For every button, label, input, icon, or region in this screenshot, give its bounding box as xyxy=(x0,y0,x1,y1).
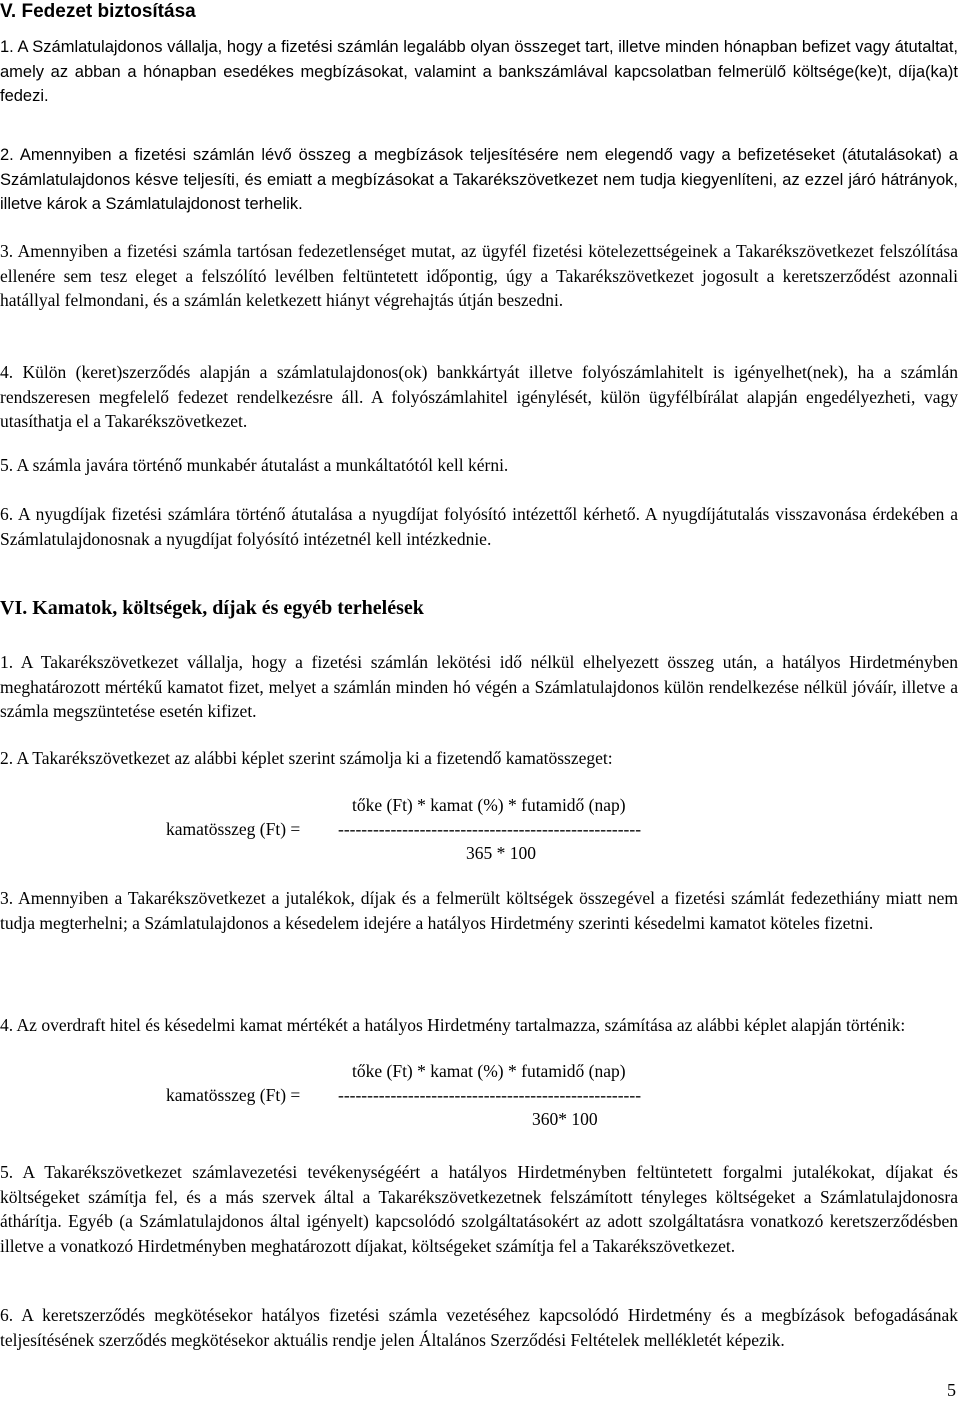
page-number: 5 xyxy=(947,1380,956,1400)
section-vi-paragraph-6: 6. A keretszerződés megkötésekor hatályos fizetési számla vezetéséhez kapcsolódó Hirdetmény és a megbízások befogadásának teljesítésének szerződés megkötésekor aktuális rendje jelen Általános Szerződési Feltételek mellékletét képezik. xyxy=(0,1305,958,1350)
formula-lhs: kamatösszeg (Ft) = xyxy=(166,1085,301,1105)
formula-fraction-bar: ---------------------------------------------------- xyxy=(338,819,642,839)
formula-numerator: tőke (Ft) * kamat (%) * futamidő (nap) xyxy=(352,1061,626,1081)
interest-formula-365 xyxy=(0,795,960,875)
section-vi-paragraph-2: 2. A Takarékszövetkezet az alábbi képlet szerint számolja ki a fizetendő kamatösszeget: xyxy=(0,748,613,768)
section-vi-paragraph-1: 1. A Takarékszövetkezet vállalja, hogy a fizetési számlán lekötési idő nélkül elhelyezett összeg után, a hatályos Hirdetményben meghatározott mértékű kamatot fizet, melyet a számlán minden hó végén a Számlatulajdonos külön rendelkezése nélkül jóváír, illetve a számla megszüntetése esetén kifizet. xyxy=(0,652,958,721)
section-v-paragraph-4: 4. Külön (keret)szerződés alapján a számlatulajdonos(ok) bankkártyát illetve folyószámlahitelt is igényelhet(nek), ha a számlán rendszeresen megfelelő fedezet rendelkezésre áll. A folyószámlahitel igénylését, külön ügyfélbírálat alapján engedélyezheti, vagy utasíthatja el a Takarékszövetkezet. xyxy=(0,362,958,431)
section-v-paragraph-6: 6. A nyugdíjak fizetési számlára történő átutalása a nyugdíjat folyósító intézettől kérhető. A nyugdíjátutalás visszavonása érdekében a Számlatulajdonosnak a nyugdíjat folyósító intézetnél kell intézkednie. xyxy=(0,504,958,549)
section-v-paragraph-2: 2. Amennyiben a fizetési számlán lévő összeg a megbízások teljesítésére nem elegendő vagy a befizetéseket (átutalásokat) a Számlatulajdonos késve teljesíti, és emiatt a megbízásokat a Takarékszövetkezet nem tudja kiegyenlíteni, az ezzel járó hátrányok, illetve károk a Számlatulajdonost terhelik. xyxy=(0,146,958,213)
interest-formula-360 xyxy=(0,1061,960,1141)
section-v-paragraph-5: 5. A számla javára történő munkabér átutalást a munkáltatótól kell kérni. xyxy=(0,455,509,475)
section-vi-paragraph-5: 5. A Takarékszövetkezet számlavezetési tevékenységéért a hatályos Hirdetményben feltüntetett forgalmi jutalékokat, díjakat és költségeket számítja fel, és a más szervek által a Takarékszövetkezetnek felszámított tényleges költségeket a Számlatulajdonosra áthárítja. Egyéb (a Számlatulajdonos által igényelt) kapcsolódó szolgáltatásokért az adott szolgáltatásra vonatkozó keretszerződésben illetve a vonatkozó Hirdetményben meghatározott díjakat, költségeket számítja fel a Takarékszövetkezet. xyxy=(0,1162,958,1256)
formula-numerator: tőke (Ft) * kamat (%) * futamidő (nap) xyxy=(352,795,626,815)
section-vi-paragraph-3: 3. Amennyiben a Takarékszövetkezet a jutalékok, díjak és a felmerült költségek összegével a fizetési számlát fedezethiány miatt nem tudja megterhelni; a Számlatulajdonos a késedelem idejére a hatályos Hirdetmény szerinti késedelmi kamatot köteles fizetni. xyxy=(0,888,958,933)
section-vi-paragraph-4: 4. Az overdraft hitel és késedelmi kamat mértékét a hatályos Hirdetmény tartalmazza, számítása az alábbi képlet alapján történik: xyxy=(0,1015,906,1035)
formula-denominator: 360* 100 xyxy=(532,1109,598,1129)
section-vi-heading: VI. Kamatok, költségek, díjak és egyéb terhelések xyxy=(0,597,424,619)
formula-denominator: 365 * 100 xyxy=(466,843,536,863)
section-v-paragraph-3: 3. Amennyiben a fizetési számla tartósan fedezetlenséget mutat, az ügyfél fizetési kötelezettségeinek a Takarékszövetkezet felszólítása ellenére sem tesz eleget a felszólító levélben feltüntetett időpontig, úgy a Takarékszövetkezet jogosult a keretszerződést azonnali hatállyal felmondani, és a számlán keletkezett hiányt végrehajtás útján beszedni. xyxy=(0,241,958,310)
section-v-heading: V. Fedezet biztosítása xyxy=(0,1,196,22)
formula-fraction-bar: ---------------------------------------------------- xyxy=(338,1085,642,1105)
section-v-paragraph-1: 1. A Számlatulajdonos vállalja, hogy a fizetési számlán legalább olyan összeget tart, illetve minden hónapban befizet vagy átutaltat, amely az abban a hónapban esedékes megbízásokat, valamint a bankszámlával kapcsolatban felmerülő költsége(ke)t, díja(ka)t fedezi. xyxy=(0,38,958,105)
formula-lhs: kamatösszeg (Ft) = xyxy=(166,819,301,839)
